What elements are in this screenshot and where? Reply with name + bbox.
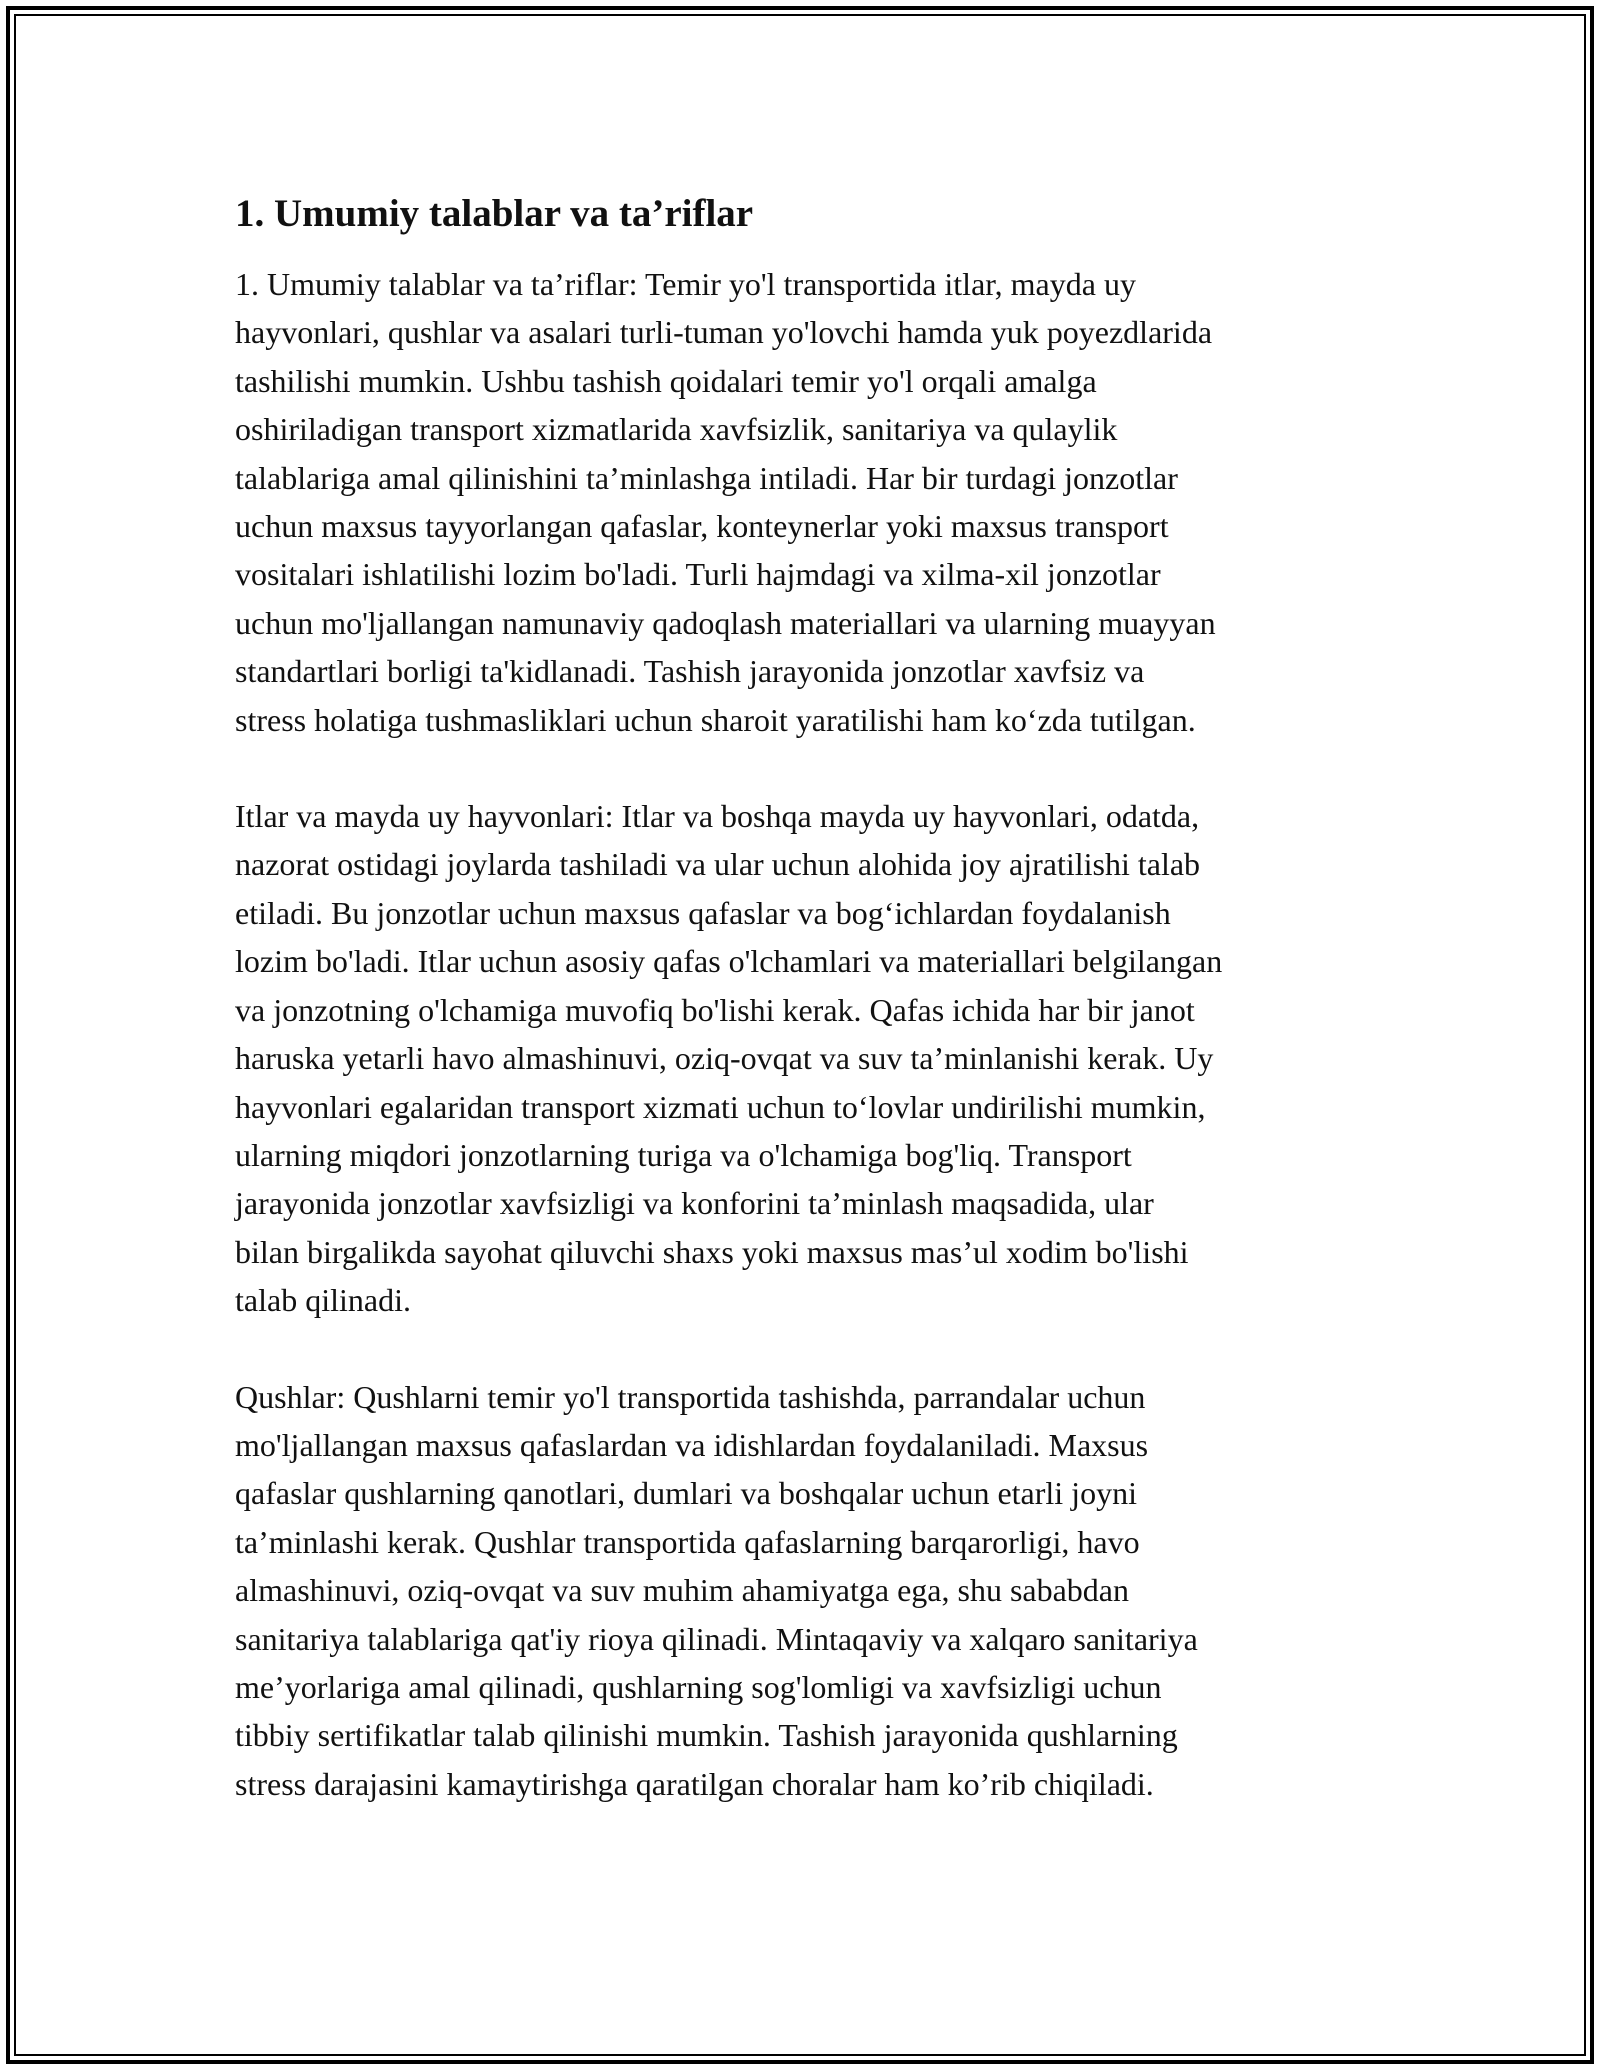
text-line: haruska yetarli havo almashinuvi, oziq-ovqat va suv ta’minlanishi kerak. Uy [235, 1040, 1214, 1077]
text-line: sanitariya talablariga qat'iy rioya qilinadi. Mintaqaviy va xalqaro sanitariya [235, 1620, 1198, 1657]
section-heading: 1. Umumiy talablar va ta’riflar [235, 192, 754, 235]
text-line: hayvonlari egalaridan transport xizmati uchun to‘lovlar undirilishi mumkin, [235, 1088, 1206, 1125]
text-line: stress darajasini kamaytirishga qaratilgan choralar ham ko’rib chiqiladi. [235, 1765, 1154, 1802]
text-line: uchun maxsus tayyorlangan qafaslar, konteynerlar yoki maxsus transport [235, 508, 1169, 545]
text-line: jarayonida jonzotlar xavfsizligi va konforini ta’minlash maqsadida, ular [235, 1185, 1154, 1222]
text-line: standartlari borligi ta'kidlanadi. Tashish jarayonida jonzotlar xavfsiz va [235, 653, 1145, 690]
text-line: lozim bo'ladi. Itlar uchun asosiy qafas o'lchamlari va materiallari belgilangan [235, 943, 1223, 980]
text-line: talablariga amal qilinishini ta’minlashga intiladi. Har bir turdagi jonzotlar [235, 459, 1178, 496]
text-line: me’yorlariga amal qilinadi, qushlarning sog'lomligi va xavfsizligi uchun [235, 1668, 1162, 1705]
text-line: 1. Umumiy talablar va ta’riflar: Temir yo'l transportida itlar, mayda uy [235, 266, 1136, 302]
text-line: uchun mo'ljallangan namunaviy qadoqlash materiallari va ularning muayyan [235, 604, 1216, 641]
text-line: hayvonlari, qushlar va asalari turli-tuman yo'lovchi hamda yuk poyezdlarida [235, 314, 1213, 351]
text-line: ta’minlashi kerak. Qushlar transportida qafaslarning barqarorligi, havo [235, 1523, 1140, 1560]
text-line: etiladi. Bu jonzotlar uchun maxsus qafaslar va bog‘ichlardan foydalanish [235, 894, 1171, 931]
document-body [235, 188, 1375, 1808]
text-line: tashilishi mumkin. Ushbu tashish qoidalari temir yo'l orqali amalga [235, 362, 1097, 399]
text-line: mo'ljallangan maxsus qafaslardan va idishlardan foydalaniladi. Maxsus [235, 1426, 1149, 1463]
text-line: stress holatiga tushmasliklari uchun sharoit yaratilishi ham ko‘zda tutilgan. [235, 701, 1196, 738]
paragraph-general-requirements [235, 260, 1370, 744]
text-line: Itlar va mayda uy hayvonlari: Itlar va boshqa mayda uy hayvonlari, odatda, [235, 798, 1200, 835]
paragraph-dogs-and-pets [235, 792, 1370, 1324]
text-line: nazorat ostidagi joylarda tashiladi va ular uchun alohida joy ajratilishi talab [235, 846, 1201, 883]
text-line: Qushlar: Qushlarni temir yo'l transportida tashishda, parrandalar uchun [235, 1378, 1146, 1415]
text-line: talab qilinadi. [235, 1282, 411, 1319]
text-line: ularning miqdori jonzotlarning turiga va o'lchamiga bog'liq. Transport [235, 1136, 1132, 1173]
text-line: tibbiy sertifikatlar talab qilinishi mumkin. Tashish jarayonida qushlarning [235, 1717, 1178, 1754]
text-line: almashinuvi, oziq-ovqat va suv muhim ahamiyatga ega, shu sababdan [235, 1572, 1129, 1609]
text-line: qafaslar qushlarning qanotlari, dumlari va boshqalar uchun etarli joyni [235, 1475, 1137, 1512]
text-line: bilan birgalikda sayohat qiluvchi shaxs yoki maxsus mas’ul xodim bo'lishi [235, 1233, 1189, 1270]
text-line: oshiriladigan transport xizmatlarida xavfsizlik, sanitariya va qulaylik [235, 411, 1118, 448]
paragraph-birds [235, 1373, 1370, 1809]
text-line: vositalari ishlatilishi lozim bo'ladi. Turli hajmdagi va xilma-xil jonzotlar [235, 556, 1161, 593]
text-line: va jonzotning o'lchamiga muvofiq bo'lishi kerak. Qafas ichida har bir janot [235, 991, 1195, 1028]
